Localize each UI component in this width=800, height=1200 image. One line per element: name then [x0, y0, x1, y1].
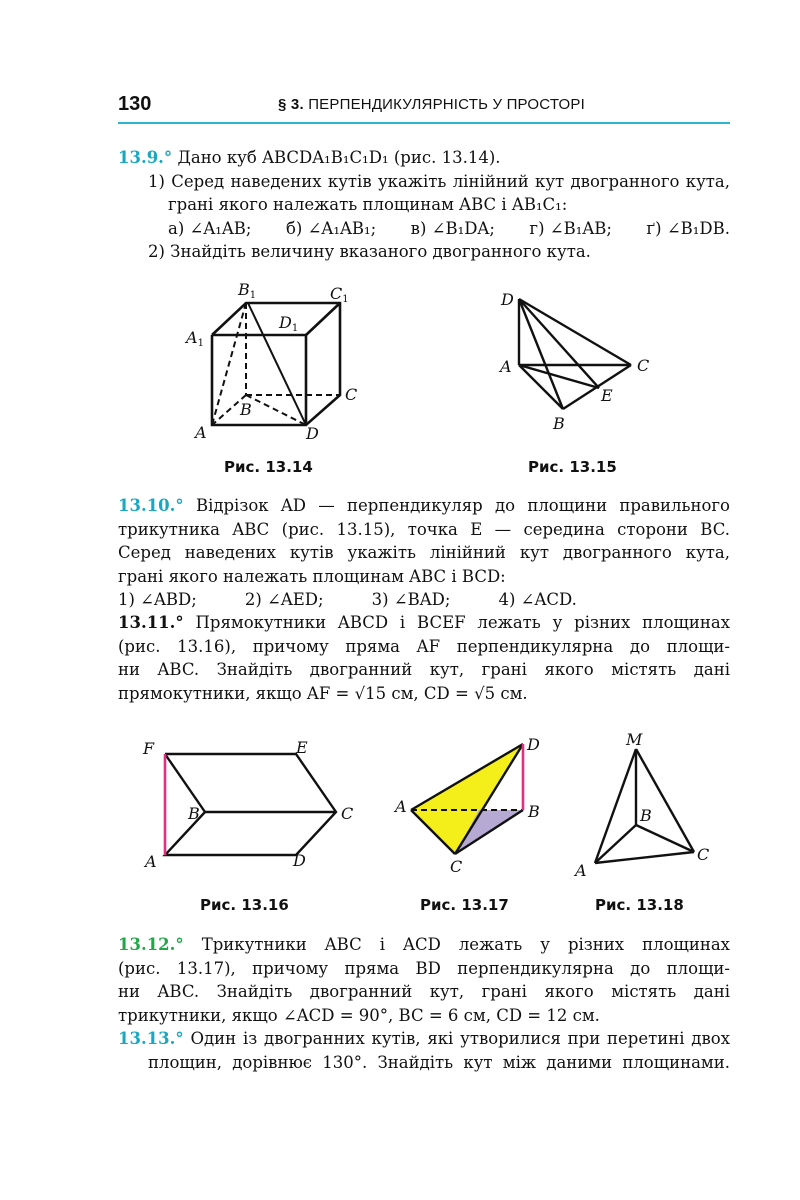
problem-text-line [118, 1027, 730, 1051]
vertex-label-a: A [575, 861, 587, 880]
vertex-label-a: A [195, 423, 207, 442]
figure-13-14-cube [180, 275, 380, 445]
problem-13-9 [118, 146, 730, 264]
problem-13-12 [118, 933, 730, 1027]
figure-13-16-rectangles [140, 735, 370, 880]
vertex-label-c: C [341, 804, 354, 823]
problem-text: Один із двогранних кутів, які утворилися при перетині двох [190, 1029, 730, 1048]
figure-13-15-pyramid [495, 285, 665, 440]
vertex-label-d: D [501, 290, 514, 309]
vertex-label-a1: A1 [186, 328, 204, 349]
figure-13-17-triangles [393, 732, 553, 877]
figure-caption: Рис. 13.16 [200, 896, 289, 914]
problem-text-line: площин, дорівнює 130°. Знайдіть кут між даними площинами. [148, 1052, 730, 1072]
problem-text: Дано куб ABCDA₁B₁C₁D₁ (рис. 13.14). [177, 148, 501, 167]
problem-text-line: 2) Знайдіть величину вказаного двогранного кута. [148, 242, 591, 261]
problem-text-line: Серед наведених кутів укажіть лінійний кут двогранного кута, [118, 543, 730, 562]
answer-option: б) ∠A₁AB₁; [285, 218, 377, 238]
vertex-label-c: C [697, 845, 710, 864]
problem-text-line: трикутники, якщо ∠ACD = 90°, BC = 6 см, CD = 12 см. [118, 1005, 600, 1025]
problem-number: 13.13.° [118, 1029, 184, 1048]
vertex-label-b: B [528, 802, 540, 821]
section-mark: § 3. [278, 96, 304, 113]
cube-solid-edges [212, 303, 340, 425]
problem-number: 13.10.° [118, 496, 184, 515]
problem-text-line: прямокутники, якщо AF = √15 см, CD = √5 см. [118, 683, 528, 703]
figure-caption: Рис. 13.17 [420, 896, 509, 914]
answer-option: а) ∠A₁AB; [168, 218, 252, 238]
answer-options [118, 217, 730, 241]
section-title: ПЕРПЕНДИКУЛЯРНІСТЬ У ПРОСТОРІ [308, 96, 585, 113]
page-number: 130 [118, 93, 152, 115]
vertex-label-c: C [637, 356, 650, 375]
vertex-label-d1: D1 [279, 313, 299, 334]
vertex-label-c: C [345, 385, 358, 404]
answer-option: в) ∠B₁DA; [410, 218, 495, 238]
problem-number: 13.11.° [118, 613, 184, 632]
vertex-label-c: C [450, 857, 463, 876]
problem-intro-line [118, 146, 730, 170]
answer-options [118, 588, 730, 612]
answer-option: 2) ∠AED; [244, 590, 324, 609]
problem-text-line: (рис. 13.16), причому пряма AF перпендикулярна до площи- [118, 636, 730, 656]
problem-text-line: ни ABC. Знайдіть двогранний кут, грані якого містять дані [118, 660, 730, 679]
vertex-label-e: E [296, 738, 308, 757]
figure-caption: Рис. 13.14 [224, 458, 313, 476]
figure-13-18-tetrahedron [570, 725, 720, 885]
problem-text-line: 1) Серед наведених кутів укажіть лінійний кут двогранного кута, [148, 171, 730, 191]
vertex-label-e: E [601, 386, 613, 405]
problem-text-line [118, 494, 730, 518]
problem-text-line [118, 933, 730, 957]
problem-13-10 [118, 494, 730, 612]
vertex-label-m: M [626, 730, 643, 749]
problem-text-line: грані якого належать площинам ABC і AB₁C₁: [168, 195, 568, 214]
problem-13-13 [118, 1027, 730, 1074]
vertex-label-d: D [293, 851, 306, 870]
problem-text-line: (рис. 13.17), причому пряма BD перпендикулярна до площи- [118, 958, 730, 978]
problem-text-line [118, 611, 730, 635]
header-rule [118, 122, 730, 124]
vertex-label-b: B [640, 806, 652, 825]
pyramid-edges [519, 299, 631, 409]
figure-caption: Рис. 13.18 [595, 896, 684, 914]
vertex-label-b: B [240, 400, 252, 419]
vertex-label-d: D [527, 735, 540, 754]
vertex-label-a: A [500, 357, 512, 376]
vertex-label-b: B [188, 804, 200, 823]
vertex-label-b1: B1 [238, 280, 257, 301]
problem-text: Прямокутники ABCD і BCEF лежать у різних площинах [195, 613, 730, 632]
vertex-label-a: A [145, 852, 157, 871]
figure-caption: Рис. 13.15 [528, 458, 617, 476]
vertex-label-f: F [143, 739, 155, 758]
answer-option: 4) ∠ACD. [498, 590, 577, 609]
vertex-label-d: D [306, 424, 319, 443]
answer-option: 1) ∠ABD; [118, 590, 197, 609]
answer-option: 3) ∠BAD; [371, 590, 451, 609]
problem-number: 13.9.° [118, 148, 173, 167]
problem-text: Відрізок AD — перпендикуляр до площини правильного [195, 496, 730, 515]
running-header [278, 96, 585, 113]
problem-text: Трикутники ABC і ACD лежать у різних площинах [201, 935, 730, 954]
problem-text-line: ни ABC. Знайдіть двогранний кут, грані якого містять дані [118, 982, 730, 1001]
problem-text-line: трикутника ABC (рис. 13.15), точка E — середина сторони BC. [118, 519, 730, 539]
problem-number: 13.12.° [118, 935, 184, 954]
problem-13-11 [118, 611, 730, 705]
vertex-label-b: B [553, 414, 565, 433]
problem-text-line: грані якого належать площинам ABC і BCD: [118, 566, 506, 586]
vertex-label-c1: C1 [330, 284, 349, 305]
answer-option: г) ∠B₁AB; [529, 218, 612, 238]
answer-option: ґ) ∠B₁DB. [646, 218, 730, 238]
vertex-label-a: A [395, 797, 407, 816]
